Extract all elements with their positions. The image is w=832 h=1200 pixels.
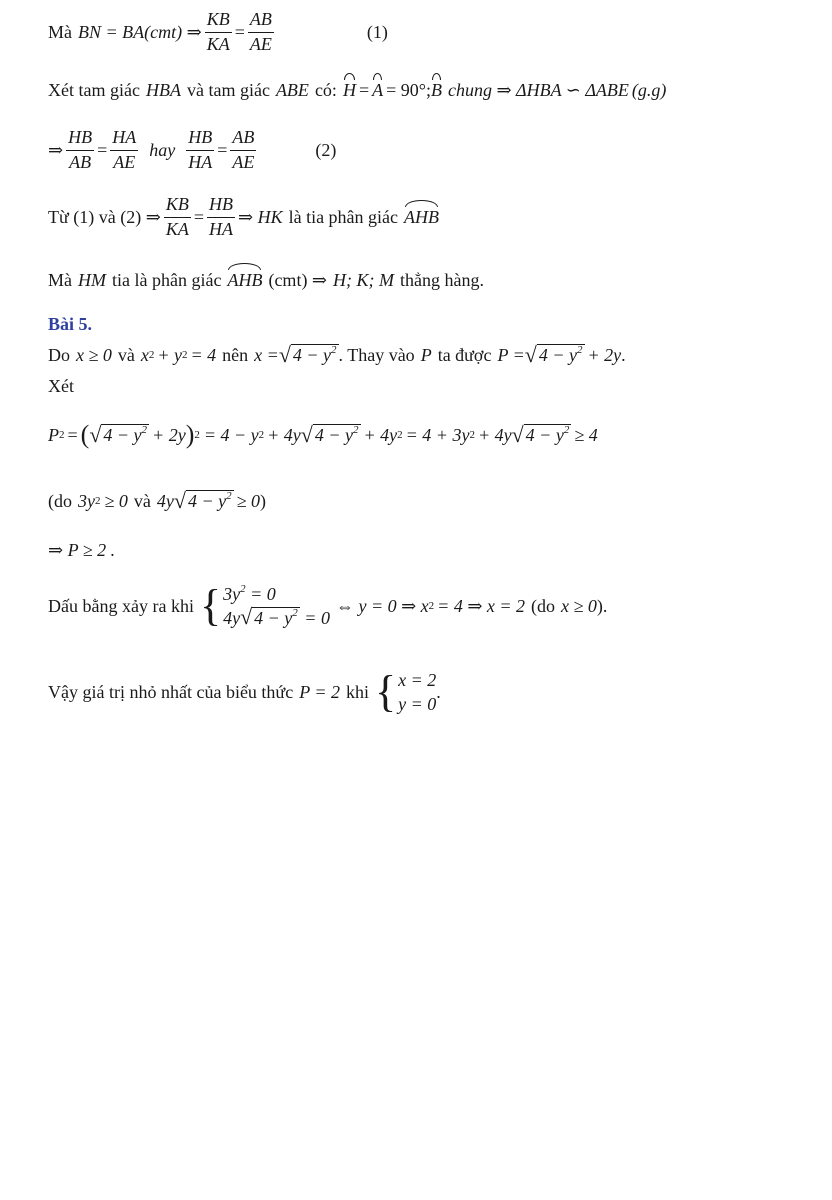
angle-ahb-2: AHB <box>227 270 263 290</box>
angle-h: H <box>342 80 356 100</box>
fraction-hb-ha-2: $\frac{HB}{HA}$ <box>208 194 233 239</box>
angle-a: A <box>372 80 384 100</box>
line-7: Xét <box>48 376 74 396</box>
system-1: $3y^2 = 0$ 4y √ $4 - y^2$ = 0 <box>223 583 330 630</box>
angle-ahb: AHB <box>404 206 440 227</box>
line-6: Do x ≥ 0 và x 2 + y 2 = 4 nên x = √ $4 - y^2$ . Thay vào P ta được P = √ $4 - y^2$ + 2y . <box>48 342 626 367</box>
fraction-ha-ae: $\frac{HA}{AE}$ <box>112 127 137 172</box>
line-8: P 2 = ( √ $4 - y^2$ + 2y ) 2 = 4 − y 2 + 4y √ $4 - y^2$ + 4y 2 = 4 + 3y 2 + 4y √ $4 - y^2$ ≥ 4 <box>48 420 598 449</box>
heading-bai-5: Bài 5. <box>48 314 93 334</box>
line-1: Mà BN = BA(cmt) ⇒ $\frac{KB}{KA}$ = $\frac{AB}{AE}$ (1) <box>48 9 388 54</box>
line-9: (do 3y 2 ≥ 0 và 4y √ $4 - y^2$ ≥ 0 ) <box>48 488 266 513</box>
fraction-ab-ae-2: $\frac{AB}{AE}$ <box>232 127 255 172</box>
tag-1: (1) <box>366 21 388 42</box>
angle-b: B <box>430 80 442 100</box>
fraction-ab-ae: $\frac{AB}{AE}$ <box>249 9 272 54</box>
tag-2: (2) <box>315 139 337 160</box>
line-4: Từ (1) và (2) ⇒ $\frac{KB}{KA}$ = $\frac{HB}{HA}$ ⇒ HK là tia phân giác AHB <box>48 194 440 239</box>
line-5: Mà HM tia là phân giác AHB (cmt) ⇒ H; K; M thẳng hàng. <box>48 270 484 290</box>
line-3: ⇒ $\frac{HB}{AB}$ = $\frac{HA}{AE}$ hay $\frac{HB}{HA}$ = $\frac{AB}{AE}$ (2) <box>48 127 337 172</box>
fraction-kb-ka-2: $\frac{KB}{KA}$ <box>165 194 189 239</box>
line-11: Dấu bằng xảy ra khi { $3y^2 = 0$ 4y √ $4 - y^2$ = 0 ⇔ y = 0 ⇒ x 2 = 4 ⇒ x = 2 (do x ≥ 0 ). <box>48 581 608 631</box>
fraction-hb-ha: $\frac{HB}{HA}$ <box>188 127 213 172</box>
system-2: x = 2 y = 0 <box>398 670 437 715</box>
sqrt-1: √ $4 - y^2$ <box>278 342 337 367</box>
line-2: Xét tam giác HBA và tam giác ABE có: H = A = 90°; B chung ⇒ ΔHBA ∽ ΔABE (g.g) <box>48 80 667 100</box>
line-10: ⇒ P ≥ 2 . <box>48 540 116 560</box>
fraction-hb-ab: $\frac{HB}{AB}$ <box>68 127 93 172</box>
line-12: Vậy giá trị nhỏ nhất của biểu thức P = 2 khi { x = 2 y = 0 . <box>48 667 441 717</box>
sqrt-2: √ $4 - y^2$ <box>524 342 583 367</box>
fraction-kb-ka: $\frac{KB}{KA}$ <box>206 9 230 54</box>
